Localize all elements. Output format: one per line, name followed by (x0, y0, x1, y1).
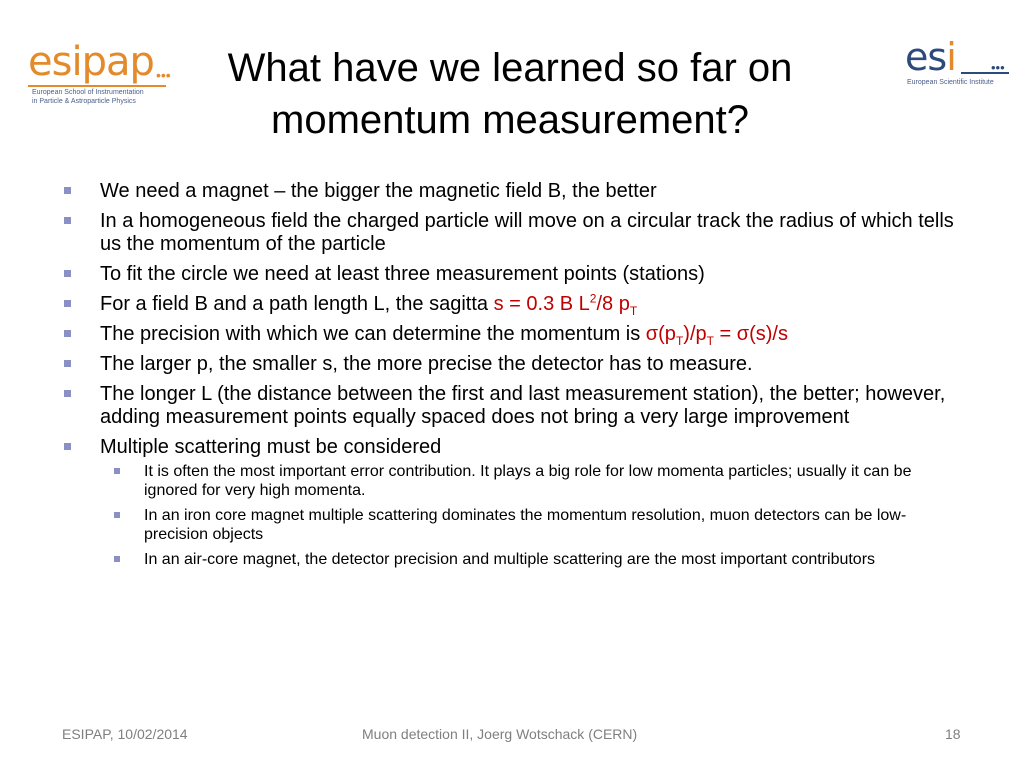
sub-bullet-list-items (62, 462, 962, 569)
sub-bullet-item (62, 462, 962, 500)
bullet-text: The larger p, the smaller s, the more precise the detector has to measure. (100, 353, 753, 375)
sagitta-formula-part: s = 0.3 B L (493, 293, 590, 315)
esi-logo-word-i: i (946, 35, 956, 79)
esi-logo (905, 36, 1011, 92)
slide-content (62, 180, 962, 575)
slide-title-line1: What have we learned so far on (227, 46, 793, 90)
esi-logo-word-es: es (905, 35, 947, 79)
sub-bullet-item (62, 550, 962, 569)
esipap-logo-dots: ••• (156, 67, 171, 83)
bullet-text: Multiple scattering must be considered (100, 436, 442, 458)
bullet-marker (64, 217, 71, 224)
sagitta-formula-part: /8 p (596, 293, 630, 315)
slide-title-line2: momentum measurement? (271, 98, 749, 142)
precision-formula-part: σ(p (645, 323, 676, 345)
precision-formula (645, 323, 788, 348)
bullet-item (62, 180, 962, 203)
bullet-item (62, 210, 962, 256)
sagitta-formula (493, 291, 638, 318)
bullet-text: For a field B and a path length L, the sagitta (100, 293, 494, 315)
sub-bullet-marker (114, 556, 120, 562)
bullet-item (62, 436, 962, 459)
bullet-marker (64, 360, 71, 367)
sagitta-formula-sup: 2 (589, 291, 597, 306)
sub-bullet-text: In an iron core magnet multiple scattering dominates the momentum resolution, muon detectors can be low-precision objects (144, 507, 907, 543)
bullet-text: The longer L (the distance between the first and last measurement station), the better; however, adding measurement points equally spaced does not bring a very large improvement (100, 383, 946, 428)
sub-bullet-text: It is often the most important error contribution. It plays a big role for low momenta particles; usually it can be ignored for very high momenta. (144, 463, 912, 499)
sub-bullet-item (62, 506, 962, 544)
precision-formula-sub: T (706, 334, 714, 348)
precision-formula-sub: T (675, 334, 684, 348)
page-number: 18 (945, 726, 961, 742)
bullet-marker (64, 390, 71, 397)
bullet-marker (64, 443, 71, 450)
bullet-marker (64, 270, 71, 277)
precision-formula-part: )/p (683, 323, 707, 345)
esipap-logo-underline (28, 85, 166, 87)
esi-logo-dots: ••• (991, 60, 1005, 75)
bullet-item (62, 293, 962, 316)
esipap-logo (28, 40, 174, 106)
esipap-logo-subtitle-line1: European School of Instrumentation (32, 89, 144, 96)
sub-bullet-text: In an air-core magnet, the detector precision and multiple scattering are the most important contributors (144, 551, 876, 568)
esipap-logo-word: esipap (28, 39, 154, 85)
bullet-text: In a homogeneous field the charged particle will move on a circular track the radius of which tells us the momentum of the particle (100, 210, 954, 255)
bullet-text: We need a magnet – the bigger the magnetic field B, the better (100, 180, 657, 202)
bullet-text: The precision with which we can determine the momentum is (100, 323, 646, 345)
sub-bullet-marker (114, 512, 120, 518)
bullet-marker (64, 300, 71, 307)
esi-logo-word (905, 36, 956, 78)
footer-date: ESIPAP, 10/02/2014 (62, 726, 188, 742)
bullet-item (62, 353, 962, 376)
bullet-marker (64, 330, 71, 337)
sub-bullet-marker (114, 468, 120, 474)
bullet-text: To fit the circle we need at least three measurement points (stations) (100, 263, 705, 285)
esipap-logo-subtitle-line2: in Particle & Astroparticle Physics (32, 98, 136, 105)
sagitta-formula-sub: T (629, 304, 638, 318)
bullet-marker (64, 187, 71, 194)
precision-formula-part: = σ(s)/s (713, 323, 788, 345)
bullet-list (62, 180, 962, 459)
bullet-item (62, 383, 962, 429)
bullet-item (62, 323, 962, 346)
esipap-logo-subtitle (32, 88, 144, 106)
esi-logo-subtitle: European Scientific Institute (907, 79, 994, 86)
slide-title (180, 42, 840, 146)
footer-title: Muon detection II, Joerg Wotschack (CERN) (362, 726, 638, 742)
bullet-item (62, 263, 962, 286)
